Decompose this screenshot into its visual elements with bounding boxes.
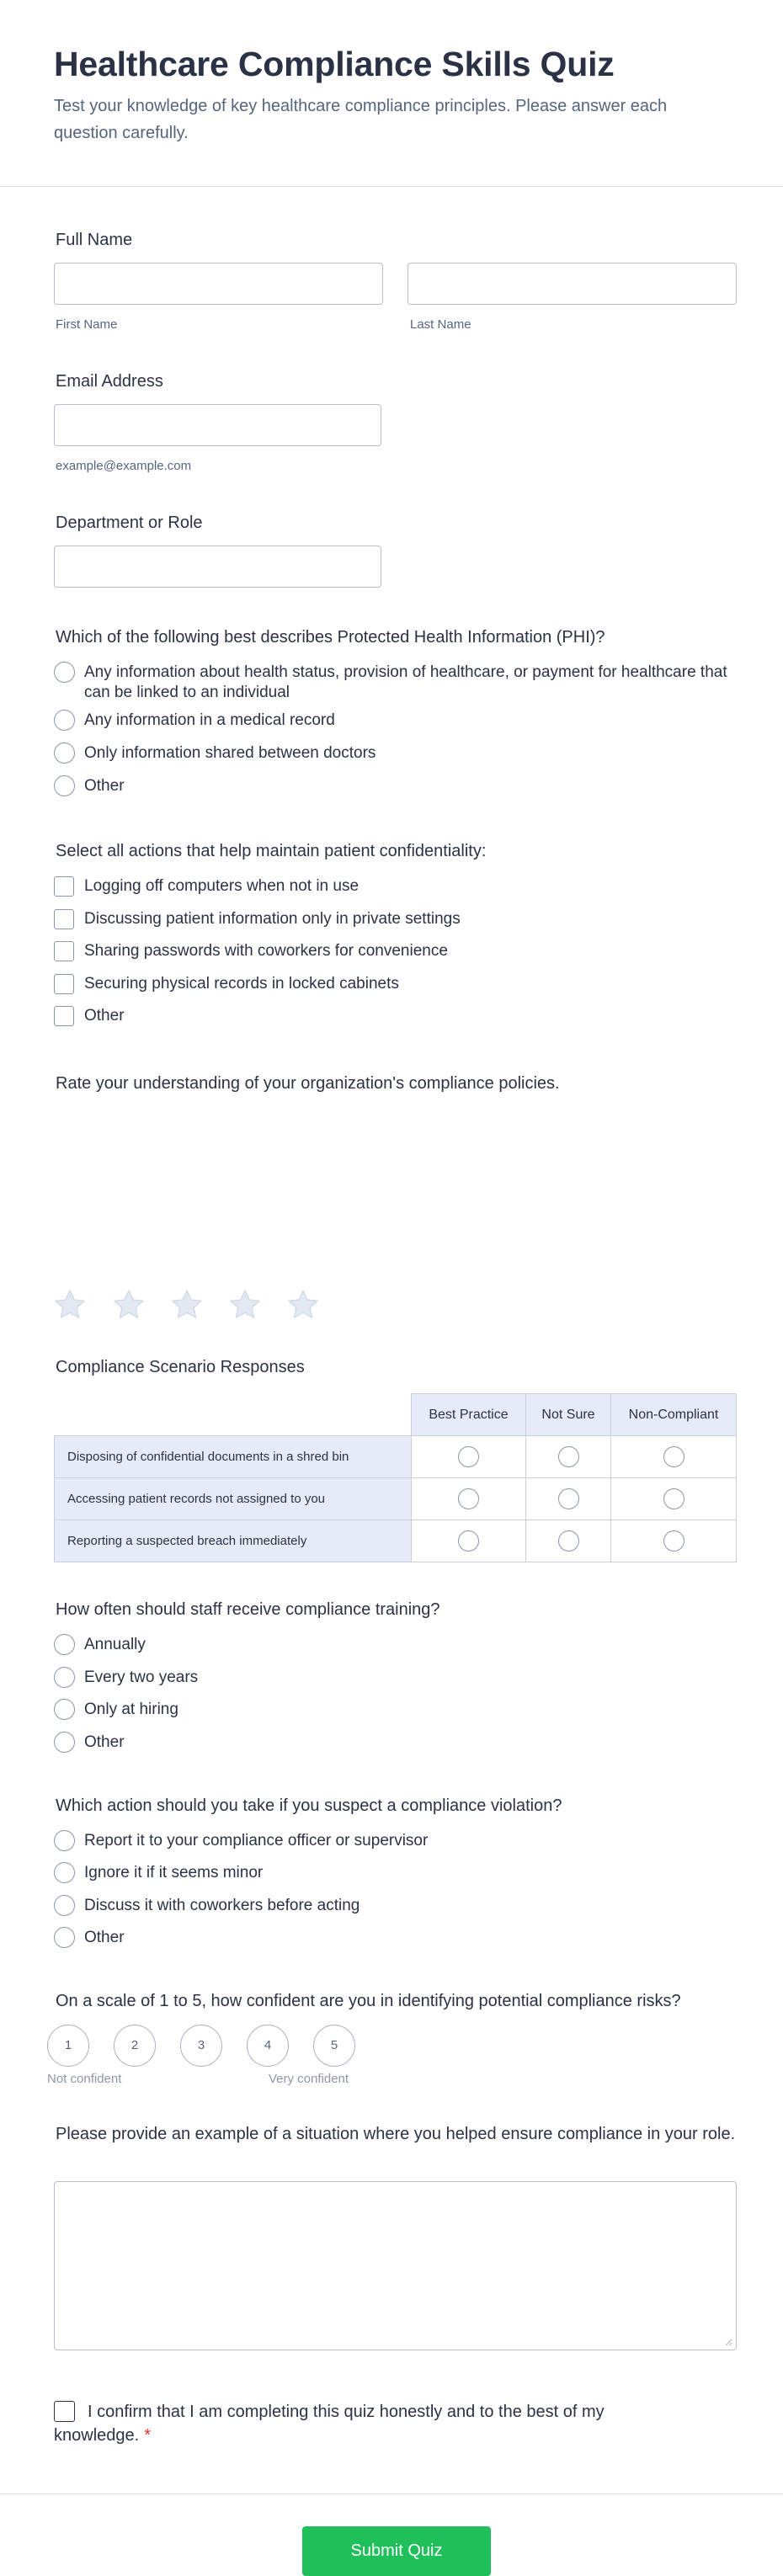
page-title: Healthcare Compliance Skills Quiz bbox=[54, 45, 615, 83]
radio-button[interactable] bbox=[54, 1927, 75, 1948]
radio-button[interactable] bbox=[54, 1667, 75, 1688]
email-sublabel: example@example.com bbox=[56, 459, 192, 473]
radio-button[interactable] bbox=[663, 1488, 684, 1509]
option-label: Only information shared between doctors bbox=[84, 744, 376, 762]
violation-option-1[interactable] bbox=[54, 1831, 428, 1851]
submit-button[interactable]: Submit Quiz bbox=[302, 2526, 491, 2576]
department-label: Department or Role bbox=[56, 514, 203, 532]
scale-max-caption: Very confident bbox=[269, 2072, 349, 2086]
radio-button[interactable] bbox=[458, 1446, 479, 1467]
matrix-column-header: Best Practice bbox=[412, 1394, 526, 1436]
matrix-row-label: Disposing of confidential documents in a shred bin bbox=[55, 1436, 412, 1478]
phi-option-1[interactable] bbox=[54, 663, 736, 703]
training-option-2[interactable] bbox=[54, 1668, 198, 1688]
option-label: Only at hiring bbox=[84, 1700, 178, 1718]
confidentiality-option-1[interactable] bbox=[54, 876, 359, 897]
confirm-checkbox[interactable] bbox=[54, 2401, 75, 2422]
training-question-label: How often should staff receive compliance training? bbox=[56, 1600, 440, 1619]
matrix-label: Compliance Scenario Responses bbox=[56, 1358, 305, 1376]
email-label: Email Address bbox=[56, 372, 163, 391]
training-option-1[interactable] bbox=[54, 1635, 146, 1655]
scenario-matrix bbox=[54, 1393, 737, 1562]
option-label: Report it to your compliance officer or supervisor bbox=[84, 1832, 429, 1850]
star-icon[interactable] bbox=[285, 1288, 321, 1322]
confidentiality-option-3[interactable] bbox=[54, 941, 448, 961]
option-label: Other bbox=[84, 1929, 125, 1946]
option-label: Any information in a medical record bbox=[84, 711, 335, 729]
phi-question-label: Which of the following best describes Protected Health Information (PHI)? bbox=[56, 628, 605, 647]
radio-button[interactable] bbox=[458, 1530, 479, 1551]
scale-option-3[interactable]: 3 bbox=[180, 2025, 222, 2067]
matrix-row-label: Reporting a suspected breach immediately bbox=[55, 1520, 412, 1562]
option-label: Sharing passwords with coworkers for convenience bbox=[84, 942, 448, 960]
matrix-cell[interactable] bbox=[526, 1478, 611, 1520]
phi-option-4[interactable] bbox=[54, 776, 125, 796]
radio-button[interactable] bbox=[54, 1699, 75, 1720]
department-input[interactable] bbox=[54, 546, 381, 588]
option-label: Discussing patient information only in private settings bbox=[84, 910, 461, 928]
training-option-4[interactable] bbox=[54, 1732, 125, 1753]
radio-button[interactable] bbox=[54, 1732, 75, 1753]
confirm-text: I confirm that I am completing this quiz honestly and to the best of my knowledge. bbox=[54, 2403, 605, 2445]
matrix-row bbox=[55, 1520, 737, 1562]
phi-option-3[interactable] bbox=[54, 743, 376, 764]
radio-button[interactable] bbox=[54, 710, 75, 731]
checkbox[interactable] bbox=[54, 974, 74, 994]
matrix-row bbox=[55, 1436, 737, 1478]
matrix-corner bbox=[55, 1394, 412, 1436]
matrix-row bbox=[55, 1478, 737, 1520]
option-label: Discuss it with coworkers before acting bbox=[84, 1897, 360, 1914]
radio-button[interactable] bbox=[54, 1895, 75, 1916]
radio-button[interactable] bbox=[663, 1530, 684, 1551]
radio-button[interactable] bbox=[54, 775, 75, 796]
scale-option-4[interactable]: 4 bbox=[247, 2025, 289, 2067]
matrix-cell[interactable] bbox=[412, 1436, 526, 1478]
matrix-row-label: Accessing patient records not assigned to you bbox=[55, 1478, 412, 1520]
option-label: Any information about health status, provision of healthcare, or payment for healthcare that can be linked to an individual bbox=[84, 663, 727, 701]
option-label: Securing physical records in locked cabinets bbox=[84, 975, 399, 993]
email-input[interactable] bbox=[54, 404, 381, 446]
radio-button[interactable] bbox=[54, 1830, 75, 1851]
option-label: Logging off computers when not in use bbox=[84, 877, 360, 895]
matrix-cell[interactable] bbox=[611, 1520, 737, 1562]
option-label: Ignore it if it seems minor bbox=[84, 1864, 264, 1881]
confidentiality-option-4[interactable] bbox=[54, 974, 399, 994]
scale-min-caption: Not confident bbox=[47, 2072, 122, 2086]
scale-option-2[interactable]: 2 bbox=[114, 2025, 156, 2067]
matrix-cell[interactable] bbox=[412, 1520, 526, 1562]
option-label: Every two years bbox=[84, 1669, 199, 1686]
last-name-sublabel: Last Name bbox=[410, 317, 471, 332]
violation-option-2[interactable] bbox=[54, 1863, 263, 1883]
radio-button[interactable] bbox=[663, 1446, 684, 1467]
option-label: Other bbox=[84, 777, 125, 795]
matrix-column-header: Non-Compliant bbox=[611, 1394, 737, 1436]
matrix-cell[interactable] bbox=[526, 1520, 611, 1562]
checkbox[interactable] bbox=[54, 941, 74, 961]
option-label: Other bbox=[84, 1733, 125, 1751]
matrix-column-header: Not Sure bbox=[526, 1394, 611, 1436]
scale-option-5[interactable]: 5 bbox=[313, 2025, 355, 2067]
scale-option-1[interactable]: 1 bbox=[47, 2025, 89, 2067]
matrix-cell[interactable] bbox=[412, 1478, 526, 1520]
training-option-3[interactable] bbox=[54, 1700, 178, 1720]
radio-button[interactable] bbox=[54, 742, 75, 764]
radio-button[interactable] bbox=[558, 1488, 579, 1509]
matrix-cell[interactable] bbox=[611, 1436, 737, 1478]
confidentiality-question-label: Select all actions that help maintain patient confidentiality: bbox=[56, 842, 487, 860]
first-name-input[interactable] bbox=[54, 263, 383, 305]
radio-button[interactable] bbox=[54, 1634, 75, 1655]
radio-button[interactable] bbox=[558, 1446, 579, 1467]
example-textarea[interactable] bbox=[54, 2181, 737, 2350]
first-name-sublabel: First Name bbox=[56, 317, 118, 332]
matrix-cell[interactable] bbox=[611, 1478, 737, 1520]
full-name-label: Full Name bbox=[56, 231, 133, 249]
radio-button[interactable] bbox=[54, 662, 75, 683]
checkbox[interactable] bbox=[54, 1006, 74, 1026]
rating-question-label: Rate your understanding of your organization's compliance policies. bbox=[56, 1074, 560, 1093]
star-icon[interactable] bbox=[227, 1288, 263, 1322]
option-label: Other bbox=[84, 1007, 125, 1025]
checkbox[interactable] bbox=[54, 876, 74, 897]
violation-option-4[interactable] bbox=[54, 1928, 125, 1948]
violation-option-3[interactable] bbox=[54, 1896, 360, 1916]
last-name-input[interactable] bbox=[407, 263, 737, 305]
option-label: Annually bbox=[84, 1636, 146, 1653]
radio-button[interactable] bbox=[558, 1530, 579, 1551]
star-icon[interactable] bbox=[111, 1288, 146, 1322]
checkbox[interactable] bbox=[54, 909, 74, 929]
required-asterisk: * bbox=[144, 2426, 151, 2445]
violation-question-label: Which action should you take if you suspect a compliance violation? bbox=[56, 1796, 562, 1815]
page-subtitle: Test your knowledge of key healthcare compliance principles. Please answer each question carefully. bbox=[54, 97, 668, 142]
form-header bbox=[0, 0, 783, 187]
confidentiality-option-5[interactable] bbox=[54, 1006, 125, 1026]
radio-button[interactable] bbox=[54, 1862, 75, 1883]
scale-question-label: On a scale of 1 to 5, how confident are you in identifying potential compliance risks? bbox=[56, 1992, 681, 2010]
confidentiality-option-2[interactable] bbox=[54, 909, 461, 929]
matrix-cell[interactable] bbox=[526, 1436, 611, 1478]
star-icon[interactable] bbox=[52, 1288, 88, 1322]
example-question-label: Please provide an example of a situation where you helped ensure compliance in your role. bbox=[56, 2125, 736, 2143]
star-icon[interactable] bbox=[169, 1288, 205, 1322]
resize-grip-icon[interactable] bbox=[724, 2338, 732, 2346]
phi-option-2[interactable] bbox=[54, 711, 335, 731]
radio-button[interactable] bbox=[458, 1488, 479, 1509]
confirm-statement bbox=[54, 2400, 702, 2447]
